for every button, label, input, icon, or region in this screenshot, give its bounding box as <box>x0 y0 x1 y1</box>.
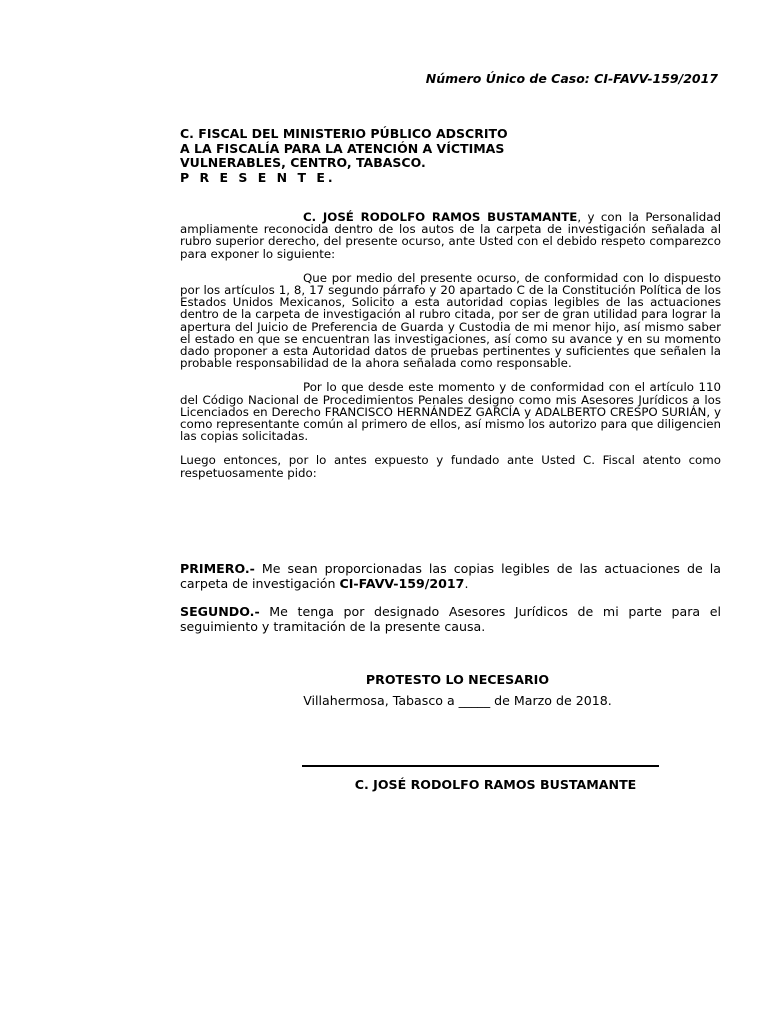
signature-line <box>302 765 659 767</box>
addressee-line-2: A LA FISCALÍA PARA LA ATENCIÓN A VÍCTIMAS <box>180 140 505 156</box>
petitions-block <box>180 562 721 648</box>
primero-end: . <box>464 575 469 591</box>
addressee-block <box>180 127 508 185</box>
intro-paragraph <box>180 211 721 260</box>
petition-primero <box>180 562 721 591</box>
place-date: Villahermosa, Tabasco a _____ de Marzo de 2018. <box>303 693 612 708</box>
request-paragraph: Que por medio del presente ocurso, de conformidad con lo dispuesto por los artículos 1, 8, 17 segundo párrafo y 20 apartado C de la Constitución Política de los Estados Unidos Mexicanos, Solicito a esta autoridad copias legibles de las actuaciones dentro de la carpeta de investigación al rubro citada, por ser de gran utilidad para lograr la apertura del Juicio de Preferencia de Guarda y Custodia de mi menor hijo, así mismo saber el estado en que se encuentran las investigaciones, así como su avance y en su momento dado proponer a esta Autoridad datos de pruebas pertinentes y suficientes que señalen la probable responsabilidad de la ahora señalada como responsable. <box>180 270 721 371</box>
designation-paragraph: Por lo que desde este momento y de conformidad con el artículo 110 del Código Nacional de Procedimientos Penales designo como mis Asesores Jurídicos a los Licenciados en Derecho FRANCISCO HERNÁNDEZ GARCÍA y ADALBERTO CRESPO SURIÁN, y como representante común al primero de ellos, así mismo los autorizo para que diligencien las copias solicitadas. <box>180 380 722 444</box>
addressee-line-1: C. FISCAL DEL MINISTERIO PÚBLICO ADSCRITO <box>180 126 508 141</box>
segundo-text: Me tenga por designado Asesores Jurídicos de mi parte para el seguimiento y tramitación de la presente causa. <box>180 604 721 634</box>
petition-segundo <box>180 605 721 634</box>
segundo-label: SEGUNDO.- <box>180 604 260 620</box>
addressee-line-3: VULNERABLES, CENTRO, TABASCO. <box>180 155 426 170</box>
petitioner-name: C. JOSÉ RODOLFO RAMOS BUSTAMANTE <box>303 210 578 224</box>
primero-label: PRIMERO.- <box>180 561 255 576</box>
protesto-heading: PROTESTO LO NECESARIO <box>365 672 550 687</box>
presente-line: P R E S E N T E. <box>180 169 336 185</box>
case-number: Número Único de Caso: CI-FAVV-159/2017 <box>425 71 718 86</box>
primero-case-number: CI-FAVV-159/2017 <box>339 575 465 591</box>
intro-text: , y con la Personalidad ampliamente reconocida dentro de los autos de la carpeta de investigación señalada al rubro superior derecho, del presente ocurso, ante Usted con el debido respeto comparezco para exponer lo siguiente: <box>180 210 721 261</box>
primero-text: Me sean proporcionadas las copias legibles de las actuaciones de la carpeta de investigación <box>180 561 721 591</box>
conclusion-paragraph: Luego entonces, por lo antes expuesto y fundado ante Usted C. Fiscal atento como respetuosamente pido: <box>180 453 721 480</box>
signature-name: C. JOSÉ RODOLFO RAMOS BUSTAMANTE <box>354 777 637 792</box>
document-body <box>180 211 721 491</box>
